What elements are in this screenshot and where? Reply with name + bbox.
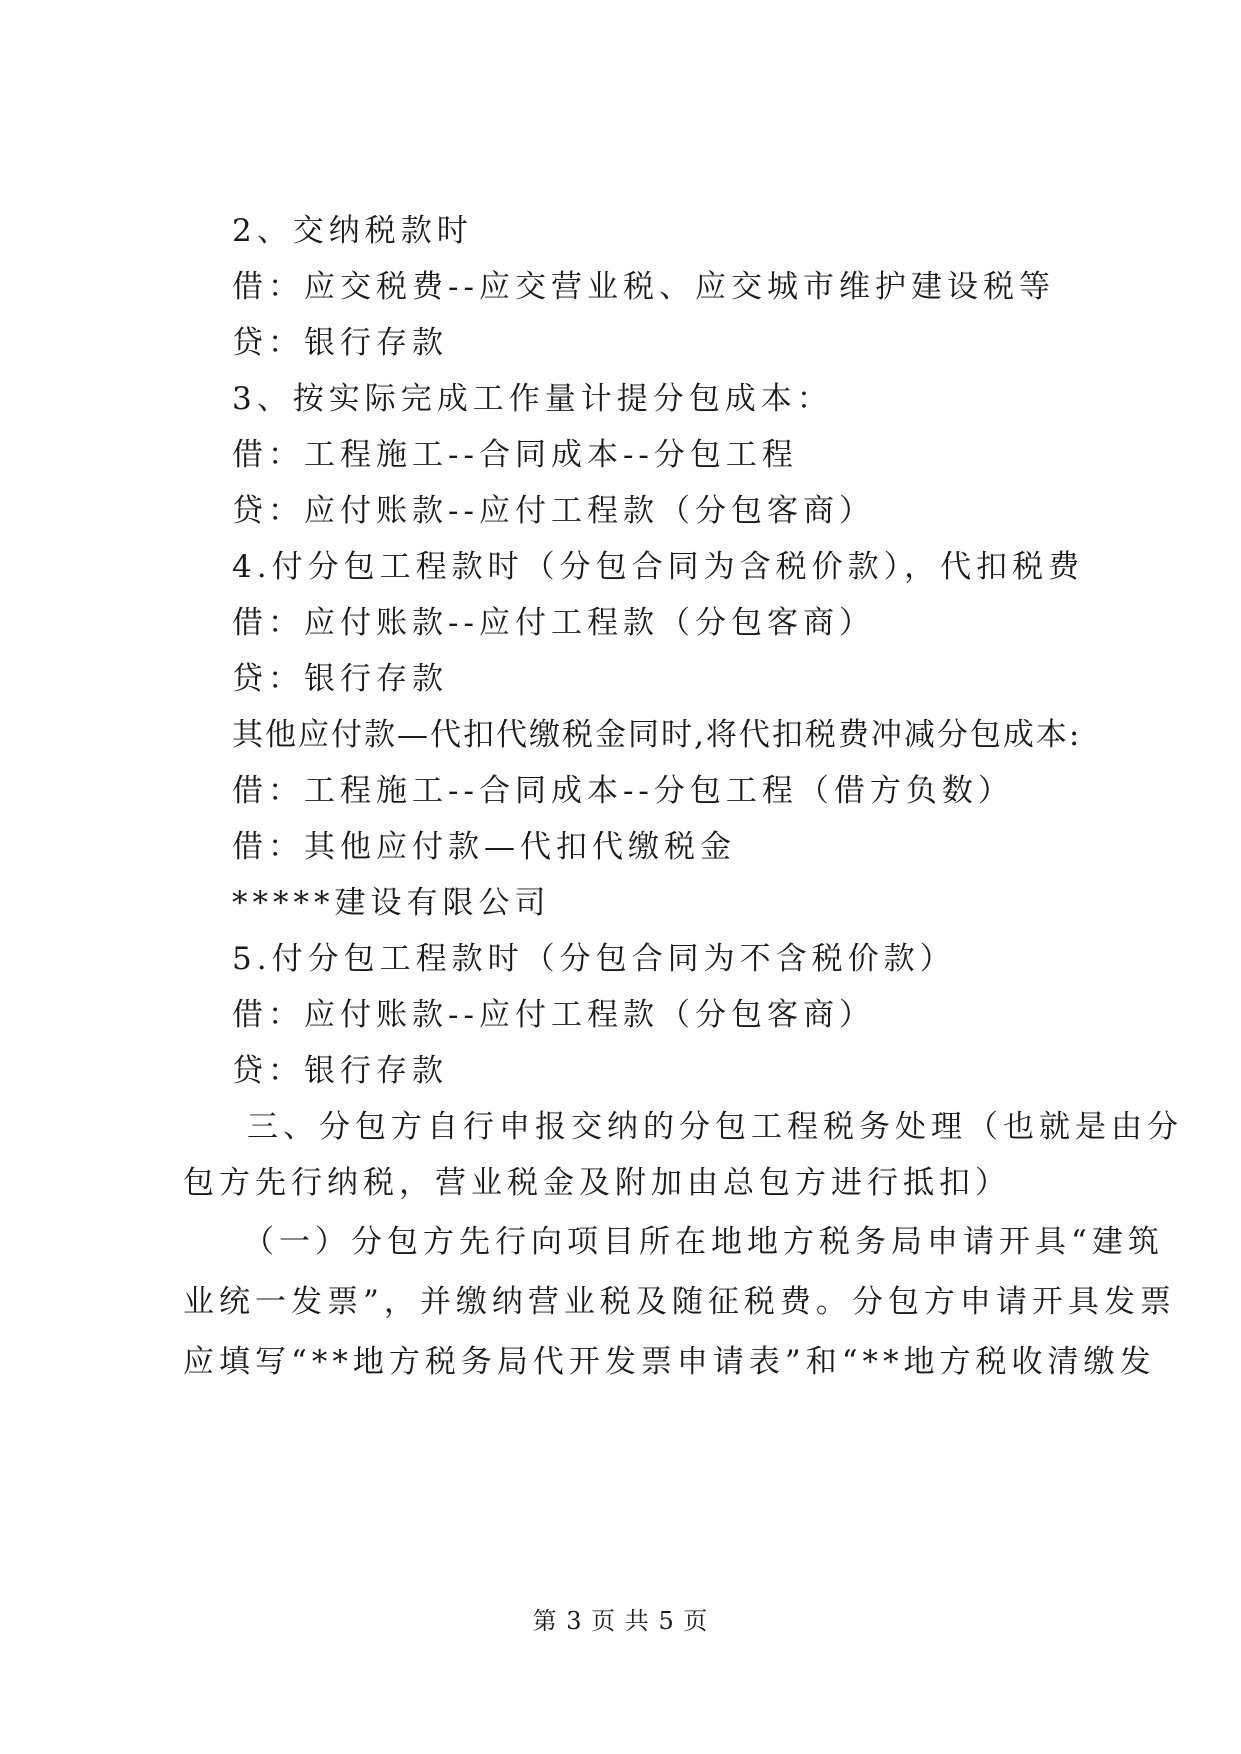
text-line: 贷：银行存款	[232, 325, 448, 361]
section-heading-line2: 包方先行纳税，营业税金及附加由总包方进行抵扣）	[183, 1165, 1011, 1201]
text-line: 5.付分包工程款时（分包合同为不含税价款）	[232, 941, 956, 977]
text-line: 2、交纳税款时	[232, 213, 473, 249]
text-line: 贷：应付账款--应付工程款（分包客商）	[232, 493, 875, 529]
company-name: *****建设有限公司	[232, 885, 551, 921]
paragraph-line: 业统一发票”，并缴纳营业税及随征税费。分包方申请开具发票	[183, 1284, 1176, 1320]
text-line: 贷：银行存款	[232, 661, 448, 697]
text-line: 借：应付账款--应付工程款（分包客商）	[232, 605, 875, 641]
paragraph-line: 应填写“**地方税务局代开发票申请表”和“**地方税收清缴发	[183, 1344, 1156, 1380]
text-line: 3、按实际完成工作量计提分包成本：	[232, 381, 833, 417]
text-line: 借：工程施工--合同成本--分包工程	[232, 437, 798, 473]
section-heading-line1: 三、分包方自行申报交纳的分包工程税务处理（也就是由分	[247, 1109, 1183, 1145]
paragraph-line: （一）分包方先行向项目所在地地方税务局申请开具“建筑	[243, 1224, 1164, 1260]
text-line: 其他应付款—代扣代缴税金同时,将代扣税费冲减分包成本:	[232, 717, 1082, 753]
page-number-footer: 第 3 页 共 5 页	[532, 1607, 709, 1635]
text-line: 借：应付账款--应付工程款（分包客商）	[232, 997, 875, 1033]
text-line: 借：工程施工--合同成本--分包工程（借方负数）	[232, 773, 1014, 809]
text-line: 借：应交税费--应交营业税、应交城市维护建设税等	[232, 269, 1055, 305]
text-line: 贷：银行存款	[232, 1053, 448, 1089]
text-line: 借：其他应付款—代扣代缴税金	[232, 829, 736, 865]
text-line: 4.付分包工程款时（分包合同为含税价款），代扣税费	[232, 549, 1085, 585]
